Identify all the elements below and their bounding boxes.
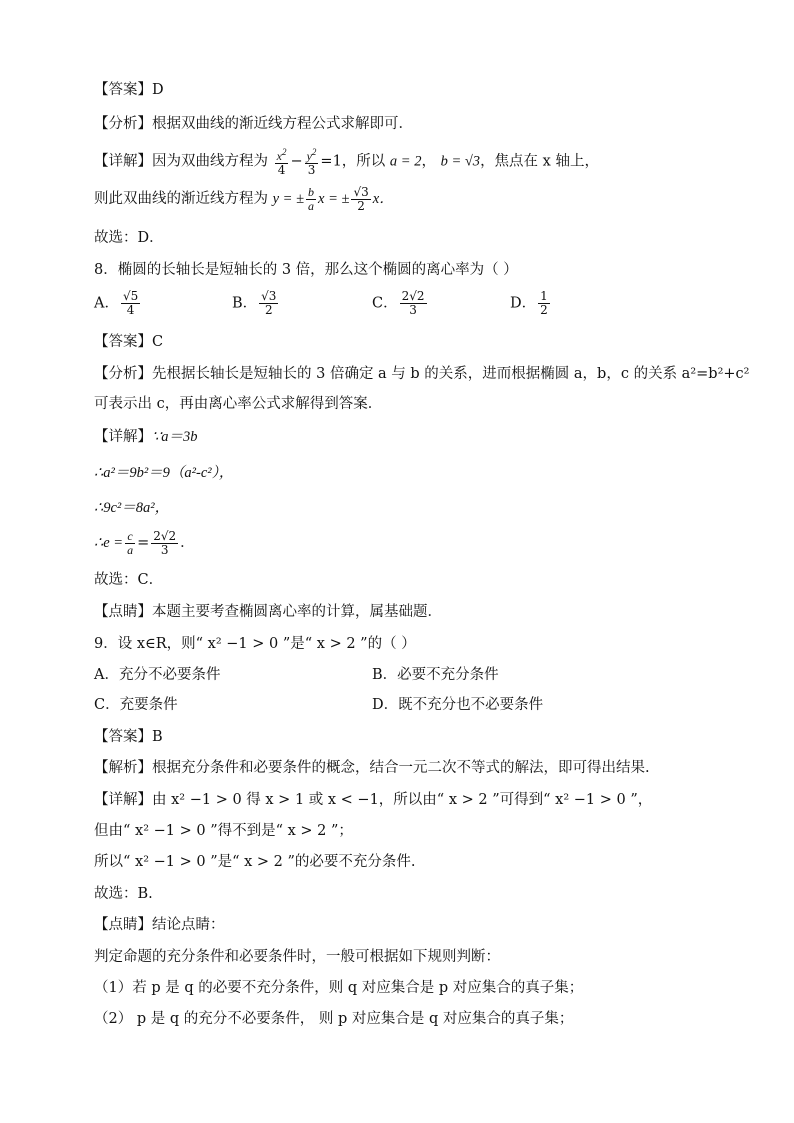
option-fraction bbox=[538, 290, 550, 317]
analysis-text: 根据双曲线的渐近线方程公式求解即可． bbox=[152, 116, 413, 132]
detail-tag: 【详解】 bbox=[94, 429, 152, 445]
fraction-c-over-a bbox=[125, 530, 135, 557]
q8-comment-line bbox=[94, 602, 442, 622]
q9-option-b bbox=[372, 665, 499, 685]
frac-den: 3 bbox=[160, 542, 169, 557]
frac-num: √3 bbox=[261, 289, 277, 303]
q8-analysis-line-2 bbox=[94, 394, 382, 414]
q9-choose-line bbox=[94, 884, 153, 904]
detail-text: 则此双曲线的渐近线方程为 bbox=[94, 191, 268, 207]
detail-step: ∴9c²＝8a²， bbox=[94, 500, 170, 516]
frac-den: 3 bbox=[409, 303, 417, 317]
option-label: C． bbox=[372, 295, 398, 312]
q9-option-a bbox=[94, 665, 220, 685]
q8-option-b bbox=[232, 290, 280, 317]
choose-text: 故选：D． bbox=[94, 230, 164, 246]
frac-num: √3 bbox=[353, 184, 369, 199]
q9-rule-1 bbox=[94, 978, 583, 998]
q9-comment-line bbox=[94, 915, 225, 935]
q9-detail-line-3 bbox=[94, 852, 416, 872]
option-fraction bbox=[259, 290, 278, 317]
frac-num: x bbox=[276, 149, 282, 163]
fraction-2sqrt2-over-3 bbox=[151, 530, 178, 557]
comment-tag: 【点睛】 bbox=[94, 604, 152, 620]
detail-step: ∴a²＝9b²＝9（a²-c²）， bbox=[94, 465, 234, 481]
frac-num: 2√2 bbox=[153, 528, 177, 543]
q8-detail-line bbox=[94, 427, 197, 447]
answer-tag: 【答案】 bbox=[94, 82, 152, 98]
q8-step-4 bbox=[94, 528, 195, 558]
q7-answer-line bbox=[94, 80, 164, 100]
asym-mid: x = ± bbox=[318, 191, 350, 207]
detail-text: 因为双曲线方程为 bbox=[152, 153, 268, 170]
frac-num: 2√2 bbox=[401, 289, 425, 303]
a-value: a = 2 bbox=[389, 153, 422, 170]
e-lhs: ∴e = bbox=[94, 535, 124, 551]
q8-step-3 bbox=[94, 498, 169, 518]
comment-tag: 【点睛】 bbox=[94, 917, 152, 933]
equation-rhs: =1 bbox=[320, 153, 342, 170]
q9-analysis-line bbox=[94, 758, 650, 778]
frac-den: a bbox=[127, 542, 134, 557]
equals-sign: = bbox=[137, 535, 150, 551]
q8-analysis-line-1 bbox=[94, 364, 749, 384]
answer-tag: 【答案】 bbox=[94, 334, 152, 350]
option-text: C．充要条件 bbox=[94, 697, 178, 713]
frac-den: a bbox=[308, 198, 315, 213]
option-fraction bbox=[121, 290, 140, 317]
analysis-tag: 【分析】 bbox=[94, 116, 152, 132]
detail-text: 所以“ x² −1 > 0 ”是“ x > 2 ”的必要不充分条件. bbox=[94, 854, 416, 870]
option-text: B．必要不充分条件 bbox=[372, 667, 499, 683]
q9-rule-2 bbox=[94, 1009, 573, 1029]
q8-question bbox=[94, 260, 518, 280]
answer-value: B bbox=[152, 729, 163, 745]
question-text: 8．椭圆的长轴长是短轴长的 3 倍，那么这个椭圆的离心率为（ ） bbox=[94, 262, 518, 278]
frac-num: 1 bbox=[540, 289, 548, 303]
option-text: D．既不充分也不必要条件 bbox=[372, 697, 544, 713]
focus-text: ，焦点在 x 轴上， bbox=[480, 153, 599, 170]
detail-tag: 【详解】 bbox=[94, 153, 152, 170]
frac-num: y bbox=[306, 149, 312, 163]
step-end: ． bbox=[180, 535, 195, 551]
q7-detail-line: 【详解】因为双曲线方程为 $\frac{x^2}{4}$ − $\frac{y^2}{3}$ =1，所以 a = 2， b = √3，焦点在 x 轴上， bbox=[94, 147, 599, 177]
option-label: B． bbox=[232, 295, 258, 312]
q9-detail-line-1 bbox=[94, 790, 652, 810]
rule-text: （1）若 p 是 q 的必要不充分条件，则 q 对应集合是 p 对应集合的真子集； bbox=[94, 980, 584, 996]
fraction-sqrt3-over-2 bbox=[351, 186, 370, 213]
frac-den: 2 bbox=[264, 303, 273, 317]
fraction-b-over-a bbox=[306, 186, 316, 213]
q8-answer-line bbox=[94, 332, 163, 352]
asym-lhs: y = ± bbox=[272, 191, 305, 207]
frac-num: √5 bbox=[122, 289, 139, 303]
detail-text: ，所以 bbox=[341, 153, 386, 170]
comment-text: 本题主要考查椭圆离心率的计算，属基础题． bbox=[152, 604, 442, 620]
detail-text: 但由“ x² −1 > 0 ”得不到是“ x > 2 ”； bbox=[94, 823, 353, 839]
option-fraction bbox=[400, 290, 427, 317]
minus-sign: − bbox=[290, 153, 303, 170]
q9-question bbox=[94, 634, 416, 654]
frac-den: 4 bbox=[126, 303, 135, 317]
q8-step-2 bbox=[94, 463, 233, 483]
q7-choose-line bbox=[94, 228, 164, 248]
fraction-x2-over-4: $\frac{x^2}{4}$ bbox=[276, 147, 287, 177]
q9-option-d bbox=[372, 695, 543, 715]
q7-analysis-line bbox=[94, 114, 413, 134]
answer-value: C bbox=[152, 334, 164, 350]
q8-option-c bbox=[372, 290, 429, 317]
q9-option-c bbox=[94, 695, 178, 715]
analysis-tag: 【解析】 bbox=[94, 760, 152, 776]
q7-asymptote-line bbox=[94, 184, 394, 214]
option-text: A．充分不必要条件 bbox=[94, 667, 221, 683]
comment-title: 结论点睛： bbox=[152, 917, 225, 933]
answer-tag: 【答案】 bbox=[94, 729, 152, 745]
choose-text: 故选：B. bbox=[94, 886, 153, 902]
frac-num: c bbox=[125, 530, 135, 544]
q8-option-a bbox=[94, 290, 142, 317]
b-value: b = √3 bbox=[440, 153, 481, 170]
analysis-tag: 【分析】 bbox=[94, 366, 152, 382]
q9-answer-line bbox=[94, 727, 163, 747]
frac-num: b bbox=[308, 184, 315, 199]
rule-text: 判定命题的充分条件和必要条件时，一般可根据如下规则判断： bbox=[94, 949, 500, 965]
asym-end: x． bbox=[372, 191, 394, 207]
detail-text: 由 x² −1 > 0 得 x > 1 或 x < −1，所以由“ x > 2 ”可得到“ x² −1 > 0 ”， bbox=[152, 792, 653, 808]
frac-den: 2 bbox=[540, 303, 548, 317]
detail-tag: 【详解】 bbox=[94, 792, 152, 808]
q8-option-d bbox=[510, 290, 552, 317]
frac-den: 2 bbox=[357, 198, 365, 213]
q9-rule-intro bbox=[94, 947, 500, 967]
frac-den: 3 bbox=[307, 163, 316, 177]
frac-den: 4 bbox=[277, 163, 286, 177]
answer-value: D bbox=[152, 82, 164, 98]
question-text: 9．设 x∈R，则“ x² −1 > 0 ”是“ x > 2 ”的（ ） bbox=[94, 636, 416, 652]
fraction-y2-over-3: $\frac{y^2}{3}$ bbox=[306, 147, 317, 177]
analysis-text: 根据充分条件和必要条件的概念，结合一元二次不等式的解法，即可得出结果. bbox=[152, 760, 650, 776]
q9-detail-line-2 bbox=[94, 821, 353, 841]
rule-text: （2） p 是 q 的充分不必要条件， 则 p 对应集合是 q 对应集合的真子集； bbox=[94, 1011, 574, 1027]
analysis-text: 可表示出 c，再由离心率公式求解得到答案． bbox=[94, 396, 383, 412]
option-label: A． bbox=[94, 295, 119, 312]
analysis-text: 先根据长轴长是短轴长的 3 倍确定 a 与 b 的关系，进而根据椭圆 a，b，c 的关系 a²=b²+c² bbox=[152, 366, 750, 382]
q8-choose-line bbox=[94, 570, 163, 590]
option-label: D． bbox=[510, 295, 537, 312]
detail-step: ∵a＝3b bbox=[152, 429, 198, 445]
choose-text: 故选：C． bbox=[94, 572, 164, 588]
